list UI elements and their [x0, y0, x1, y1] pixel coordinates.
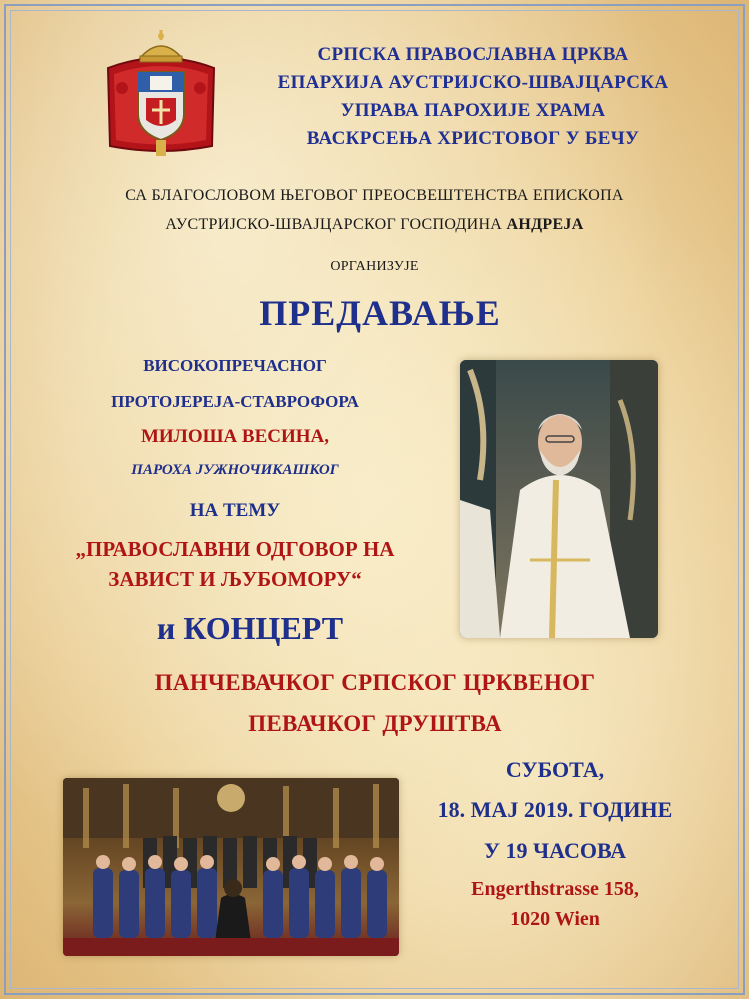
- choir-figures-icon: [63, 778, 399, 956]
- blessing-line-1: СА БЛАГОСЛОВОМ ЊЕГОВОГ ПРЕОСВЕШТЕНСТВА ЕПИСКОПА: [125, 187, 624, 204]
- organizes-label: ОРГАНИЗУЈЕ: [330, 259, 419, 274]
- event-date: 18. МАЈ 2019. ГОДИНЕ: [437, 797, 673, 822]
- speaker-parish: ПАРОХА ЈУЖНОЧИКАШКОГ: [131, 462, 339, 478]
- lecture-title: ПРЕДАВАЊЕ: [259, 293, 501, 333]
- event-address-street: Engerthstrasse 158,: [471, 878, 639, 900]
- topic-line-2: ЗАВИСТ И ЉУБОМОРУ“: [108, 567, 362, 591]
- coat-of-arms-icon: [100, 28, 222, 160]
- choir-photo: [63, 778, 399, 956]
- header-line-parish: УПРАВА ПАРОХИЈЕ ХРАМА: [340, 100, 606, 121]
- blessing-line-2: [30, 216, 719, 234]
- topic-line-1: „ПРАВОСЛАВНИ ОДГОВОР НА: [75, 537, 395, 561]
- topic-label: НА ТЕМУ: [189, 500, 281, 521]
- choir-line-1: ПАНЧЕВАЧКОГ СРПСКОГ ЦРКВЕНОГ: [154, 670, 596, 695]
- priest-figure-icon: [460, 360, 658, 638]
- speaker-name: МИЛОША ВЕСИНА,: [140, 426, 330, 447]
- header-line-temple: ВАСКРСЕЊА ХРИСТОВОГ У БЕЧУ: [306, 128, 640, 149]
- header-line-eparchy: ЕПАРХИЈА АУСТРИЈСКО-ШВАЈЦАРСКА: [277, 72, 669, 93]
- bishop-name: АНДРЕЈА: [506, 216, 584, 233]
- event-address-city: 1020 Wien: [510, 908, 600, 930]
- concert-label: КОНЦЕРТ: [183, 610, 344, 646]
- event-time: У 19 ЧАСОВА: [483, 838, 627, 863]
- speaker-rank-2: ПРОТОЈЕРЕЈА-СТАВРОФОРА: [111, 392, 359, 411]
- concert-prefix: и: [156, 610, 184, 646]
- speaker-rank-1: ВИСОКОПРЕЧАСНОГ: [143, 356, 327, 375]
- concert-title: [120, 610, 380, 647]
- choir-line-2: ПЕВАЧКОГ ДРУШТВА: [248, 711, 502, 736]
- speaker-photo: [460, 360, 658, 638]
- blessing-line-2-prefix: АУСТРИЈСКО-ШВАЈЦАРСКОГ ГОСПОДИНА: [165, 216, 507, 233]
- event-day: СУБОТА,: [505, 757, 605, 782]
- header-line-church: СРПСКА ПРАВОСЛАВНА ЦРКВА: [317, 44, 629, 65]
